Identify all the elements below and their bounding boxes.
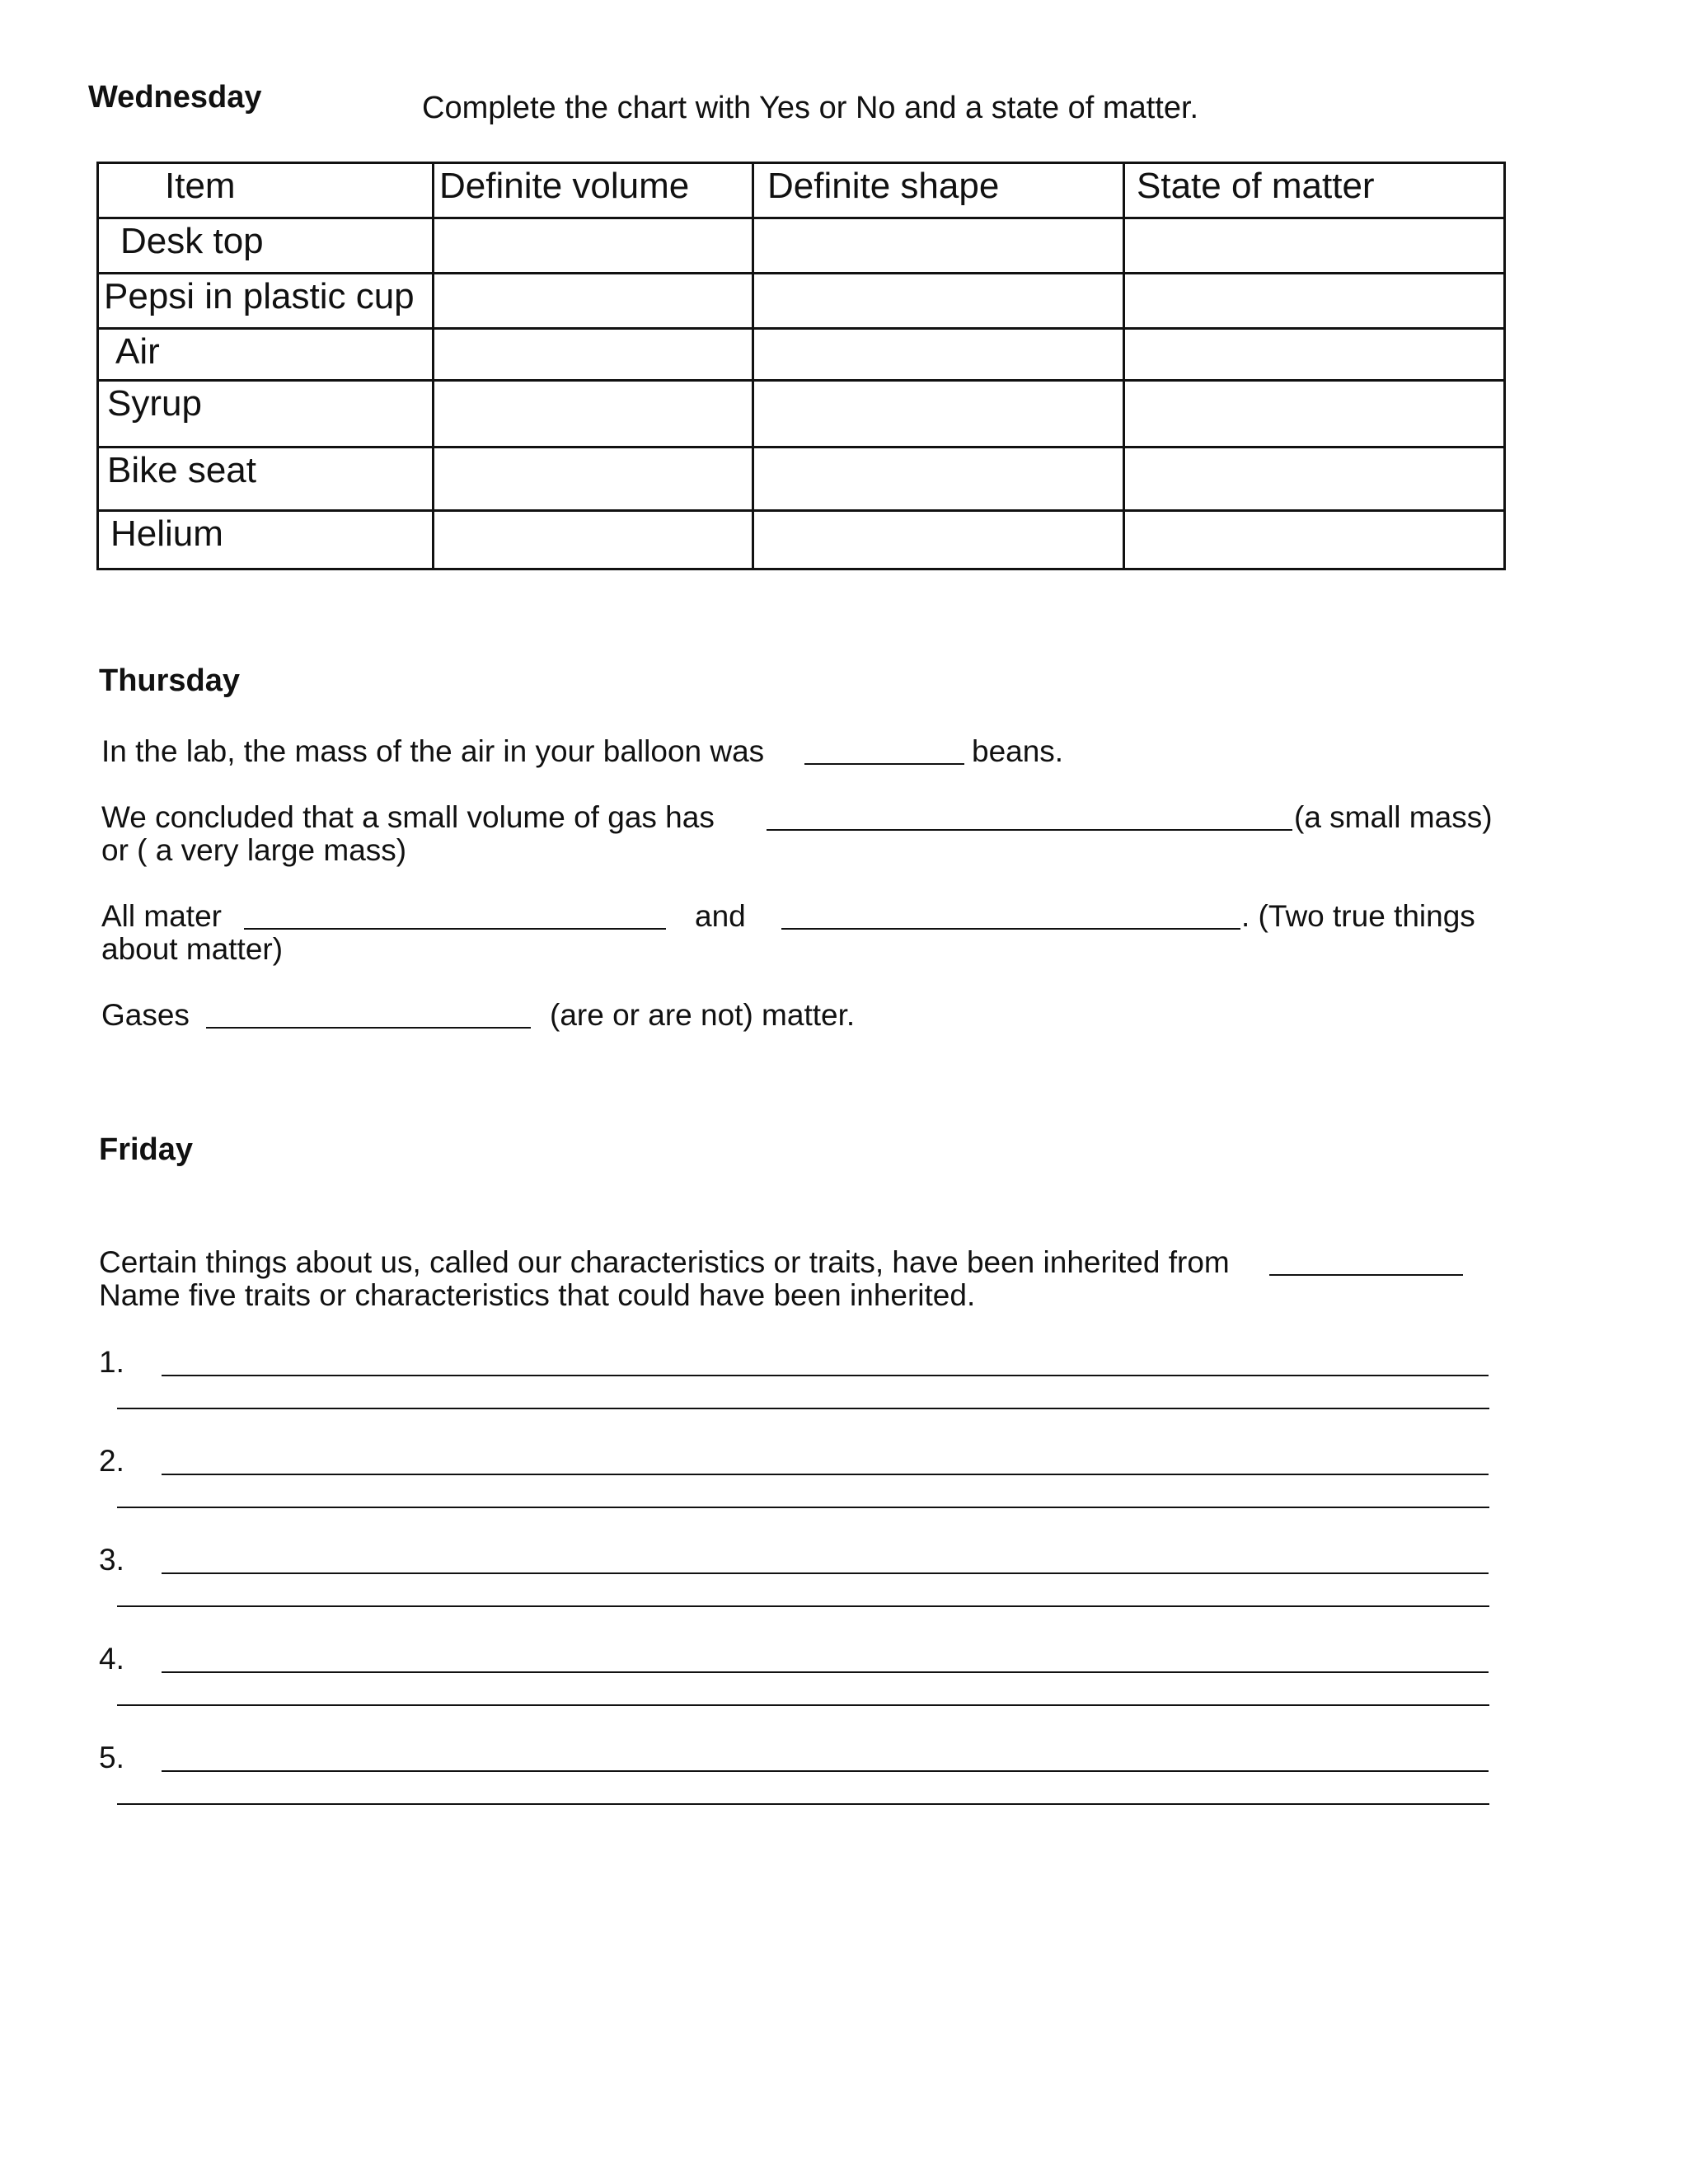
state-of-matter-cell[interactable] [1124, 274, 1505, 329]
state-of-matter-cell[interactable] [1124, 218, 1505, 274]
answer-2-line-b[interactable] [117, 1507, 1489, 1508]
definite-shape-cell[interactable] [753, 448, 1124, 511]
answer-number-1: 1. [99, 1345, 124, 1379]
answer-number-2: 2. [99, 1444, 124, 1478]
inherited-traits-instruction: Name five traits or characteristics that could have been inherited. [99, 1278, 976, 1312]
definite-shape-cell[interactable] [753, 511, 1124, 569]
header-definite-volume: Definite volume [434, 163, 753, 218]
table-row [98, 274, 1505, 329]
answer-2-line-a[interactable] [162, 1474, 1489, 1475]
answer-number-4: 4. [99, 1642, 124, 1675]
header-item: Item [98, 163, 434, 218]
table-row [98, 511, 1505, 569]
balloon-mass-blank[interactable] [804, 763, 964, 765]
matter-question-suffix: . (Two true things [1241, 899, 1475, 933]
state-of-matter-cell[interactable] [1124, 511, 1505, 569]
balloon-mass-question-prefix: In the lab, the mass of the air in your balloon was [101, 734, 765, 768]
gases-question-prefix: Gases [101, 998, 190, 1032]
answer-3-line-a[interactable] [162, 1572, 1489, 1574]
friday-heading: Friday [99, 1132, 194, 1167]
definite-volume-cell[interactable] [434, 448, 753, 511]
item-cell: Syrup [98, 381, 434, 448]
matter-blank-1[interactable] [244, 928, 666, 930]
definite-volume-cell[interactable] [434, 274, 753, 329]
gas-volume-question-suffix: (a small mass) [1294, 800, 1493, 834]
header-definite-shape: Definite shape [753, 163, 1124, 218]
states-of-matter-table [96, 162, 1506, 570]
definite-shape-cell[interactable] [753, 329, 1124, 381]
definite-shape-cell[interactable] [753, 274, 1124, 329]
answer-number-3: 3. [99, 1543, 124, 1577]
inherited-traits-question: Certain things about us, called our characteristics or traits, have been inherited from [99, 1245, 1230, 1279]
gases-question-suffix: (are or are not) matter. [550, 998, 856, 1032]
item-cell: Helium [98, 511, 434, 569]
gas-volume-question-line2: or ( a very large mass) [101, 833, 407, 867]
state-of-matter-cell[interactable] [1124, 448, 1505, 511]
chart-instruction: Complete the chart with Yes or No and a state of matter. [422, 91, 1199, 125]
answer-4-line-b[interactable] [117, 1704, 1489, 1706]
balloon-mass-question-suffix: beans. [972, 734, 1064, 768]
table-row [98, 329, 1505, 381]
definite-volume-cell[interactable] [434, 218, 753, 274]
answer-number-5: 5. [99, 1741, 124, 1774]
definite-volume-cell[interactable] [434, 381, 753, 448]
table-row [98, 381, 1505, 448]
answer-3-line-b[interactable] [117, 1605, 1489, 1607]
matter-question-and: and [695, 899, 746, 933]
definite-shape-cell[interactable] [753, 218, 1124, 274]
gas-volume-blank[interactable] [767, 829, 1292, 831]
answer-1-line-a[interactable] [162, 1375, 1489, 1376]
definite-volume-cell[interactable] [434, 329, 753, 381]
table-row [98, 218, 1505, 274]
answer-1-line-b[interactable] [117, 1408, 1489, 1409]
definite-shape-cell[interactable] [753, 381, 1124, 448]
item-cell: Bike seat [98, 448, 434, 511]
definite-volume-cell[interactable] [434, 511, 753, 569]
item-cell: Pepsi in plastic cup [98, 274, 434, 329]
answer-4-line-a[interactable] [162, 1671, 1489, 1673]
header-state-of-matter: State of matter [1124, 163, 1505, 218]
thursday-heading: Thursday [99, 663, 241, 698]
gases-blank[interactable] [206, 1027, 531, 1029]
answer-5-line-b[interactable] [117, 1803, 1489, 1805]
table-header-row [98, 163, 1505, 218]
matter-blank-2[interactable] [781, 928, 1240, 930]
wednesday-heading: Wednesday [88, 80, 262, 115]
inherited-from-blank[interactable] [1269, 1274, 1463, 1276]
state-of-matter-cell[interactable] [1124, 329, 1505, 381]
matter-question-line2: about matter) [101, 932, 284, 966]
item-cell: Air [98, 329, 434, 381]
gas-volume-question-prefix: We concluded that a small volume of gas has [101, 800, 715, 834]
answer-5-line-a[interactable] [162, 1770, 1489, 1772]
item-cell: Desk top [98, 218, 434, 274]
state-of-matter-cell[interactable] [1124, 381, 1505, 448]
table-row [98, 448, 1505, 511]
matter-question-prefix: All mater [101, 899, 222, 933]
